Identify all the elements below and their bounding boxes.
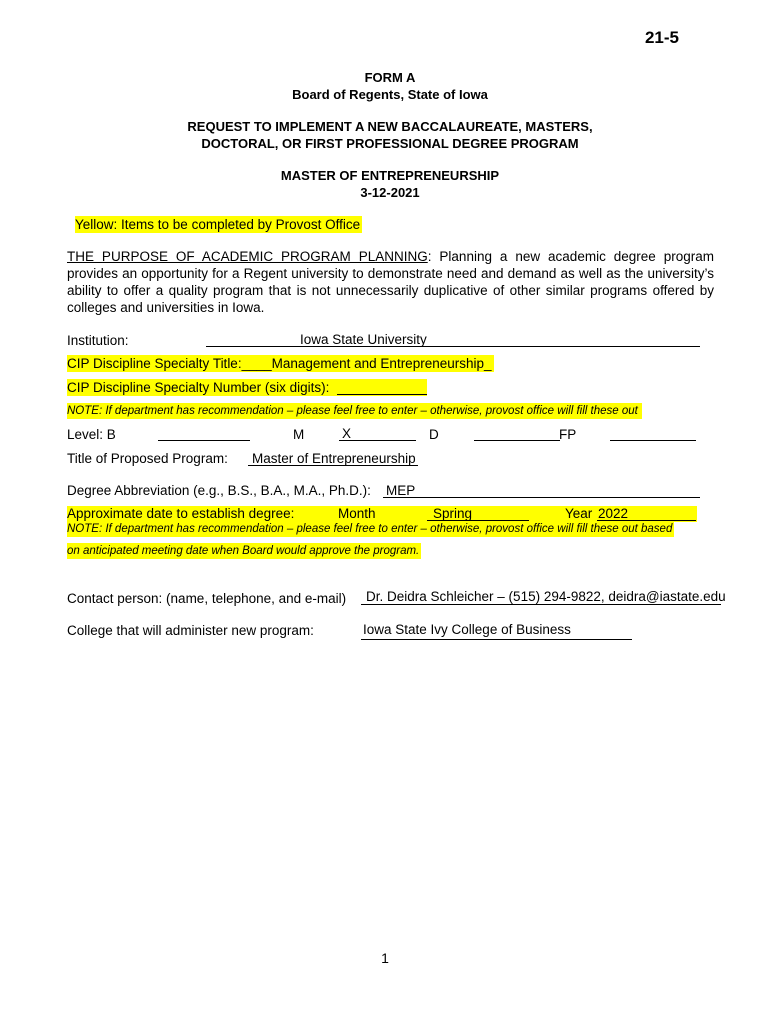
- cip-number-field[interactable]: [337, 394, 427, 395]
- proposed-program-label: Title of Proposed Program:: [67, 451, 228, 466]
- institution-field[interactable]: [206, 346, 700, 347]
- degree-abbrev-value: MEP: [386, 483, 416, 498]
- form-header: [0, 69, 770, 103]
- page-number: 1: [381, 950, 389, 966]
- cip-title-field[interactable]: CIP Discipline Specialty Title:____Management and Entrepreneurship_: [67, 356, 492, 371]
- note-meeting-date-line-1: NOTE: If department has recommendation – please feel free to enter – otherwise, provost office will fill these out based: [67, 523, 673, 535]
- request-title: [0, 118, 770, 152]
- level-m-value: X: [342, 426, 352, 441]
- college-label: College that will administer new program:: [67, 623, 314, 638]
- month-label: Month: [338, 506, 376, 521]
- degree-abbrev-field[interactable]: [383, 497, 700, 498]
- request-line-1: REQUEST TO IMPLEMENT A NEW BACCALAUREATE, MASTERS,: [187, 119, 593, 134]
- college-value: Iowa State Ivy College of Business: [363, 622, 571, 637]
- note-department-recommendation: NOTE: If department has recommendation – please feel free to enter – otherwise, provost office will fill these out: [67, 403, 642, 419]
- note-meeting-date-line-2: on anticipated meeting date when Board would approve the program.: [67, 545, 420, 557]
- level-m-label: M: [293, 427, 305, 442]
- proposed-program-value: Master of Entrepreneurship: [252, 451, 416, 466]
- program-name: MASTER OF ENTREPRENEURSHIP: [280, 168, 500, 183]
- cip-number-label: CIP Discipline Specialty Number (six digits):: [67, 380, 330, 395]
- purpose-paragraph: [67, 248, 714, 316]
- approx-date-label: Approximate date to establish degree:: [67, 506, 295, 521]
- level-fp-field[interactable]: [610, 440, 696, 441]
- purpose-heading: THE PURPOSE OF ACADEMIC PROGRAM PLANNING: [67, 249, 428, 264]
- level-d-label: D: [429, 427, 439, 442]
- contact-value: Dr. Deidra Schleicher – (515) 294-9822, deidra@iastate.edu: [366, 589, 726, 604]
- contact-label: Contact person: (name, telephone, and e-mail): [67, 591, 347, 606]
- institution-value: Iowa State University: [300, 332, 427, 347]
- level-b-field[interactable]: [158, 440, 250, 441]
- document-number: 21-5: [644, 28, 679, 47]
- form-title: FORM A: [364, 70, 416, 85]
- purpose-body: : Planning a new academic degree program provides an opportunity for a Regent university to demonstrate need and demand as well as the university’s ability to offer a quality program that is not unnecessarily duplicative of other similar programs offered by colleges and universities in Iowa.: [67, 249, 714, 315]
- level-label: Level: B: [67, 427, 116, 442]
- board-name: Board of Regents, State of Iowa: [292, 87, 488, 102]
- college-field[interactable]: [361, 639, 632, 640]
- level-fp-label: FP: [559, 427, 577, 442]
- request-line-2: DOCTORAL, OR FIRST PROFESSIONAL DEGREE PROGRAM: [201, 136, 579, 151]
- year-value: 2022: [598, 506, 629, 521]
- provost-note: Yellow: Items to be completed by Provost Office: [75, 217, 361, 232]
- year-label: Year: [565, 506, 593, 521]
- degree-abbrev-label: Degree Abbreviation (e.g., B.S., B.A., M.A., Ph.D.):: [67, 483, 371, 498]
- institution-label: Institution:: [67, 333, 129, 348]
- form-date: 3-12-2021: [360, 185, 420, 200]
- level-d-field[interactable]: [474, 440, 560, 441]
- program-title-block: [0, 167, 770, 201]
- month-value: Spring: [433, 506, 473, 521]
